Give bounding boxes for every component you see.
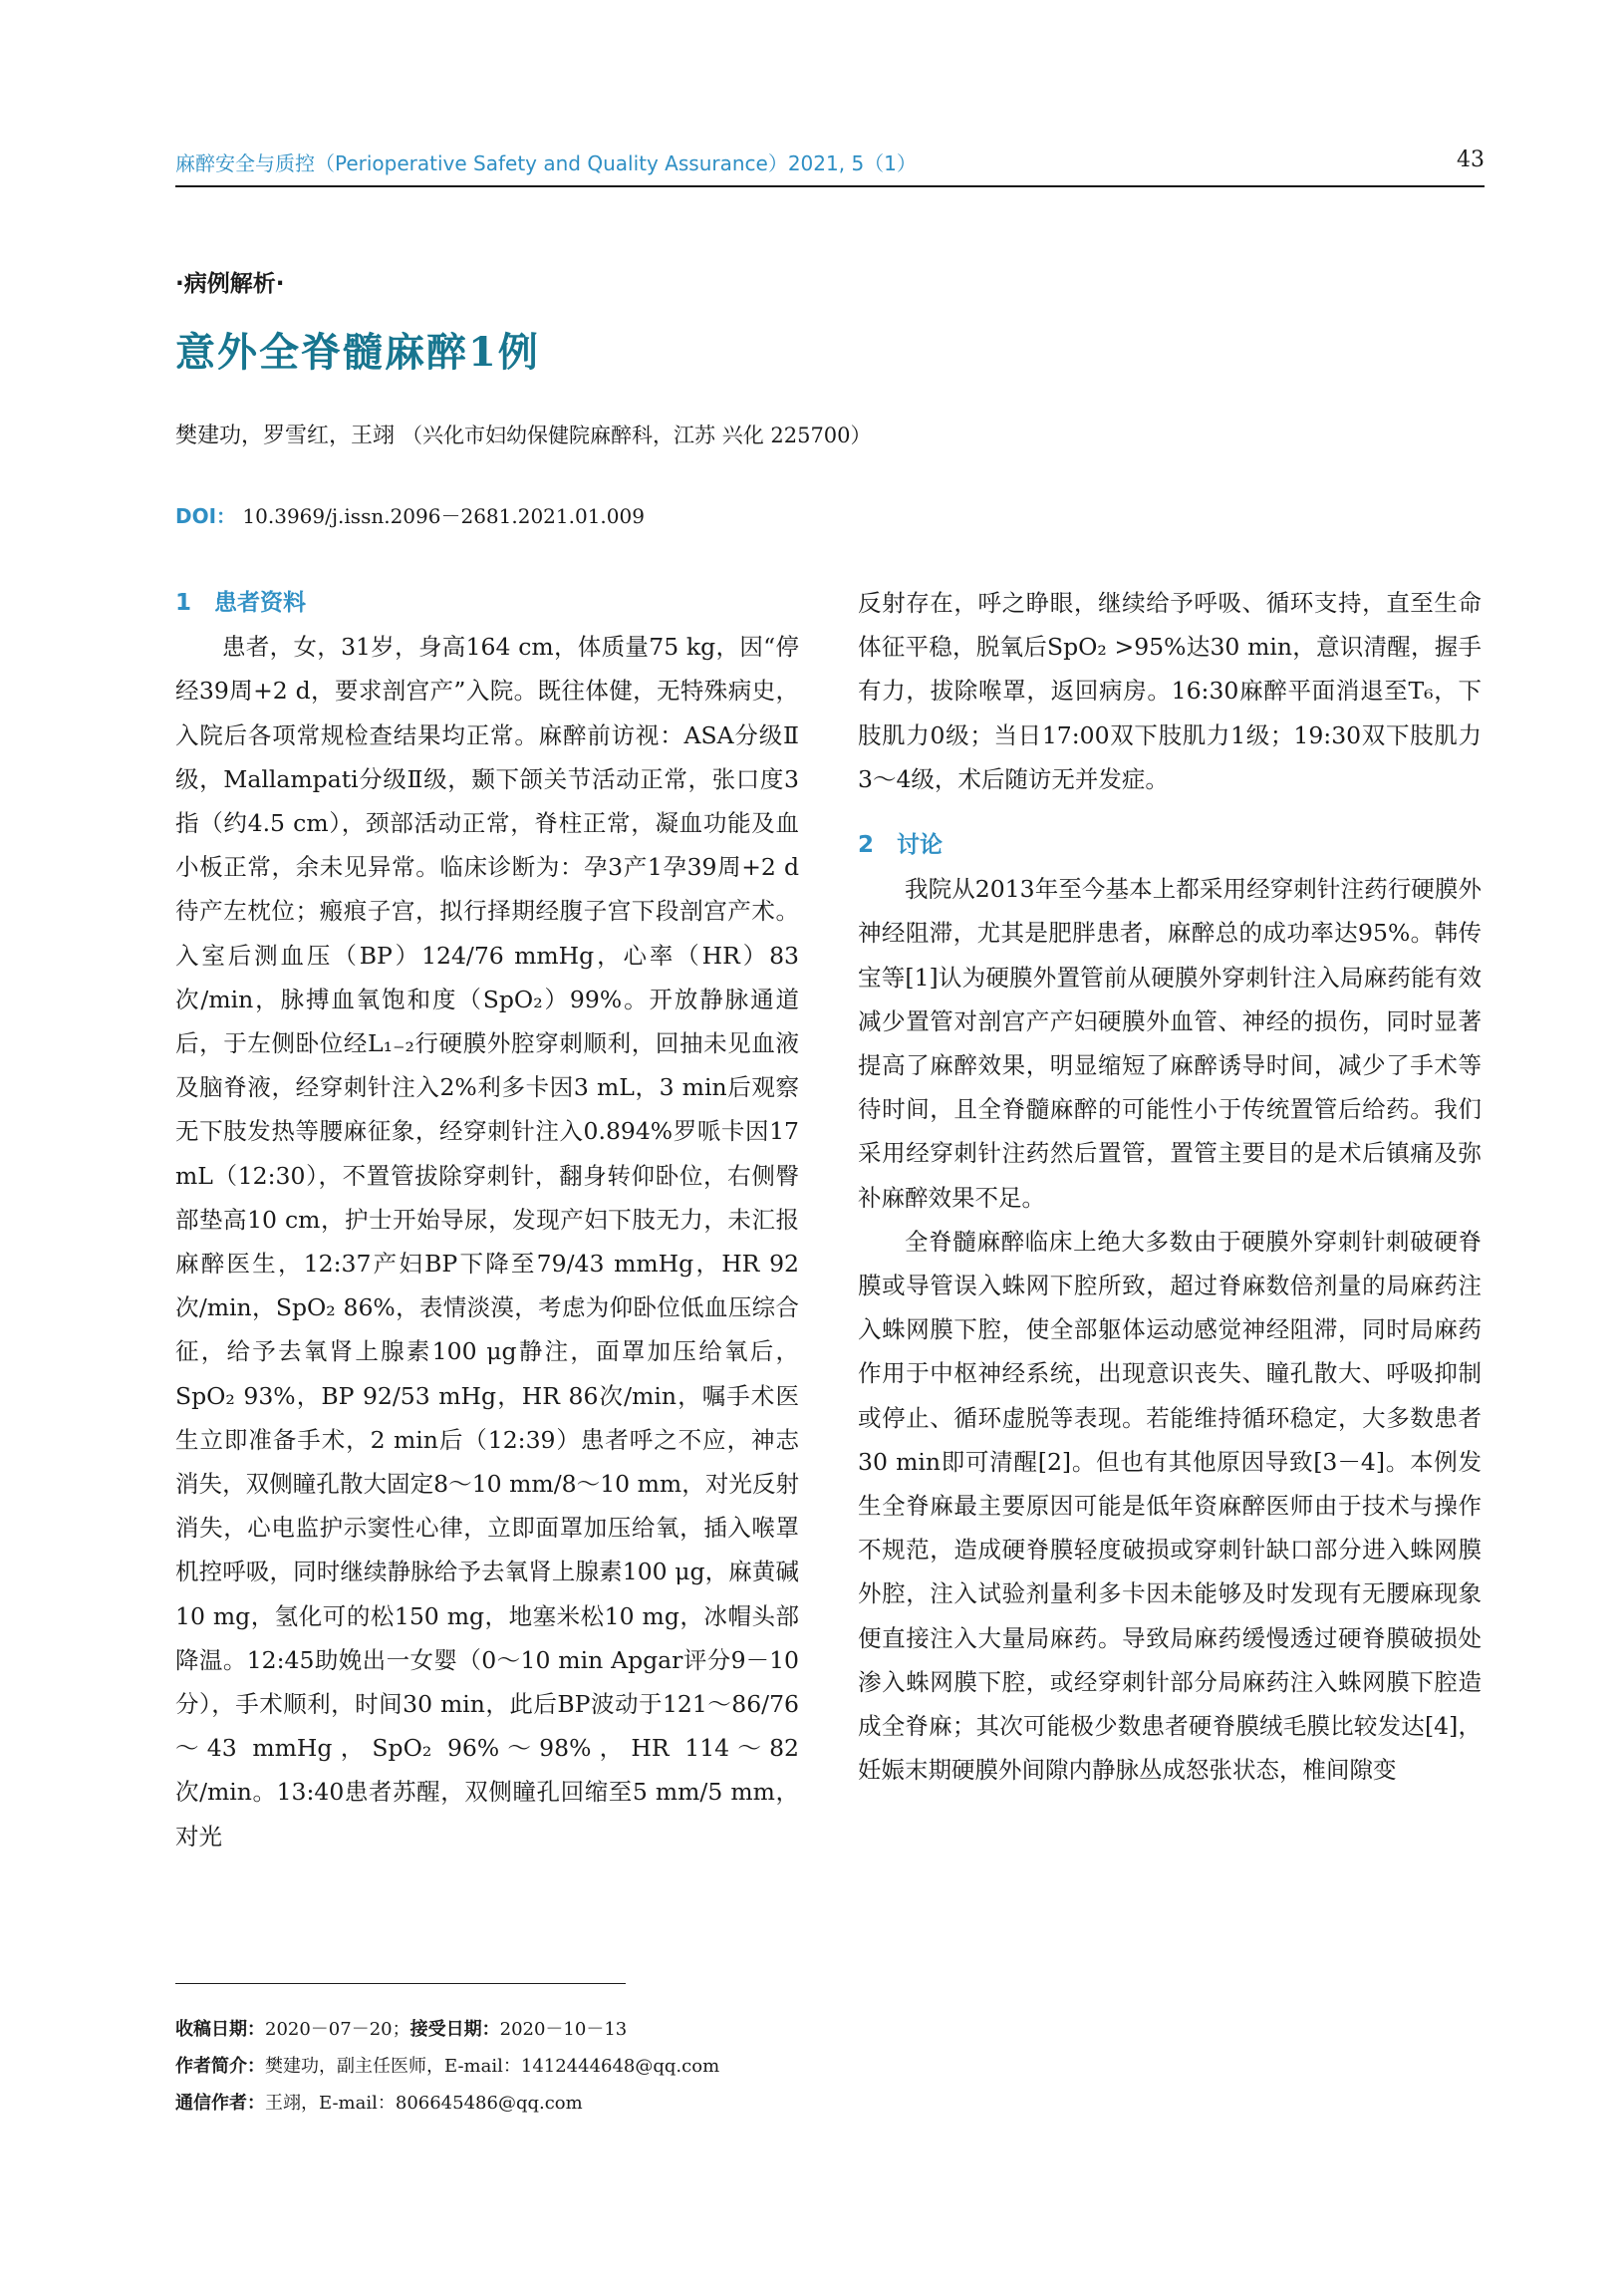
article-title: 意外全脊髓麻醉1例	[175, 329, 540, 376]
right-column	[858, 581, 1482, 1792]
accepted-label: 接受日期：	[409, 2019, 500, 2040]
paragraph-discussion-2: 全脊髓麻醉临床上绝大多数由于硬膜外穿刺针刺破硬脊膜或导管误入蛛网下腔所致，超过脊麻数倍剂量的局麻药注入蛛网膜下腔，使全部躯体运动感觉神经阻滞，同时局麻药作用于中枢神经系统，出现意识丧失、瞳孔散大、呼吸抑制或停止、循环虚脱等表现。若能维持循环稳定，大多数患者30 min即可清醒[2]。但也有其他原因导致[3－4]。本例发生全脊麻最主要原因可能是低年资麻醉医师由于技术与操作不规范，造成硬脊膜轻度破损或穿刺针缺口部分进入蛛网膜外腔，注入试验剂量利多卡因未能够及时发现有无腰麻现象便直接注入大量局麻药。导致局麻药缓慢透过硬脊膜破损处渗入蛛网膜下腔，或经穿刺针部分局麻药注入蛛网膜下腔造成全脊麻；其次可能极少数患者硬脊膜绒毛膜比较发达[4]，妊娠末期硬膜外间隙内静脉丛成怒张状态，椎间隙变	[858, 1227, 1482, 1785]
journal-citation: 麻醉安全与质控（Perioperative Safety and Quality Assurance）2021, 5（1）	[175, 151, 917, 175]
received-label: 收稿日期：	[175, 2019, 265, 2040]
footnote-corresponding	[175, 2085, 719, 2122]
author-line	[175, 419, 872, 449]
author-bio-label: 作者简介：	[175, 2056, 265, 2077]
footnote-dates	[175, 2011, 719, 2048]
section-heading-patient: 1 患者资料	[175, 590, 307, 616]
author-bio: 樊建功，副主任医师，E-mail：1412444648@qq.com	[265, 2056, 720, 2077]
author-names: 樊建功，罗雪红，王翊	[175, 424, 396, 448]
section-tag: ·病例解析·	[175, 271, 285, 297]
corresponding-label: 通信作者：	[175, 2093, 265, 2114]
section-heading-discussion: 2 讨论	[858, 832, 944, 859]
accepted-date: 2020－10－13	[499, 2019, 628, 2040]
footnotes	[175, 2011, 719, 2122]
header-rule	[175, 185, 1485, 187]
paragraph-case: 患者，女，31岁，身高164 cm，体质量75 kg，因“停经39周+2 d，要求剖宫产”入院。既往体健，无特殊病史，入院后各项常规检查结果均正常。麻醉前访视：ASA分级Ⅱ级，Mallampati分级Ⅱ级，颞下颌关节活动正常，张口度3指（约4.5 cm），颈部活动正常，脊柱正常，凝血功能及血小板正常，余未见异常。临床诊断为：孕3产1孕39周+2 d待产左枕位；瘢痕子宫，拟行择期经腹子宫下段剖宫产术。入室后测血压（BP）124/76 mmHg，心率（HR）83次/min，脉搏血氧饱和度（SpO₂）99%。开放静脉通道后，于左侧卧位经L₁₋₂行硬膜外腔穿刺顺利，回抽未见血液及脑脊液，经穿刺针注入2%利多卡因3 mL，3 min后观察无下肢发热等腰麻征象，经穿刺针注入0.894%罗哌卡因17 mL（12:30），不置管拔除穿刺针，翻身转仰卧位，右侧臀部垫高10 cm，护士开始导尿，发现产妇下肢无力，未汇报麻醉医生，12:37产妇BP下降至79/43 mmHg，HR 92次/min，SpO₂ 86%，表情淡漠，考虑为仰卧位低血压综合征，给予去氧肾上腺素100 μg静注，面罩加压给氧后，SpO₂ 93%，BP 92/53 mHg，HR 86次/min，嘱手术医生立即准备手术，2 min后（12:39）患者呼之不应，神志消失，双侧瞳孔散大固定8～10 mm/8～10 mm，对光反射消失，心电监护示窦性心律，立即面罩加压给氧，插入喉罩机控呼吸，同时继续静脉给予去氧肾上腺素100 μg，麻黄碱10 mg，氢化可的松150 mg，地塞米松10 mg，冰帽头部降温。12:45助娩出一女婴（0～10 min Apgar评分9－10分），手术顺利，时间30 min，此后BP波动于121～86/76～43 mmHg，SpO₂ 96%～98%，HR 114～82次/min。13:40患者苏醒，双侧瞳孔回缩至5 mm/5 mm，对光	[175, 633, 799, 1851]
doi-line	[175, 500, 645, 529]
page-number: 43	[1457, 147, 1485, 172]
footnote-rule	[175, 1983, 626, 1984]
footnote-author	[175, 2048, 719, 2085]
left-column	[175, 581, 799, 1858]
doi-label: DOI：	[175, 504, 237, 528]
received-date: 2020－07－20；	[265, 2019, 410, 2040]
doi-value: 10.3969/j.issn.2096－2681.2021.01.009	[242, 504, 645, 528]
paragraph-discussion-1: 我院从2013年至今基本上都采用经穿刺针注药行硬膜外神经阻滞，尤其是肥胖患者，麻醉总的成功率达95%。韩传宝等[1]认为硬膜外置管前从硬膜外穿刺针注入局麻药能有效减少置管对剖宫产产妇硬膜外血管、神经的损伤，同时显著提高了麻醉效果，明显缩短了麻醉诱导时间，减少了手术等待时间，且全脊髓麻醉的可能性小于传统置管后给药。我们采用经穿刺针注药然后置管，置管主要目的是术后镇痛及弥补麻醉效果不足。	[858, 875, 1482, 1212]
running-header	[175, 147, 1485, 183]
affiliation: （兴化市妇幼保健院麻醉科，江苏 兴化 225700）	[402, 424, 872, 447]
corresponding-author: 王翊，E-mail：806645486@qq.com	[265, 2093, 583, 2114]
paragraph-case-continued: 反射存在，呼之睁眼，继续给予呼吸、循环支持，直至生命体征平稳，脱氧后SpO₂ >95%达30 min，意识清醒，握手有力，拔除喉罩，返回病房。16:30麻醉平面消退至T₆，下肢肌力0级；当日17:00双下肢肌力1级；19:30双下肢肌力3～4级，术后随访无并发症。	[858, 589, 1482, 793]
